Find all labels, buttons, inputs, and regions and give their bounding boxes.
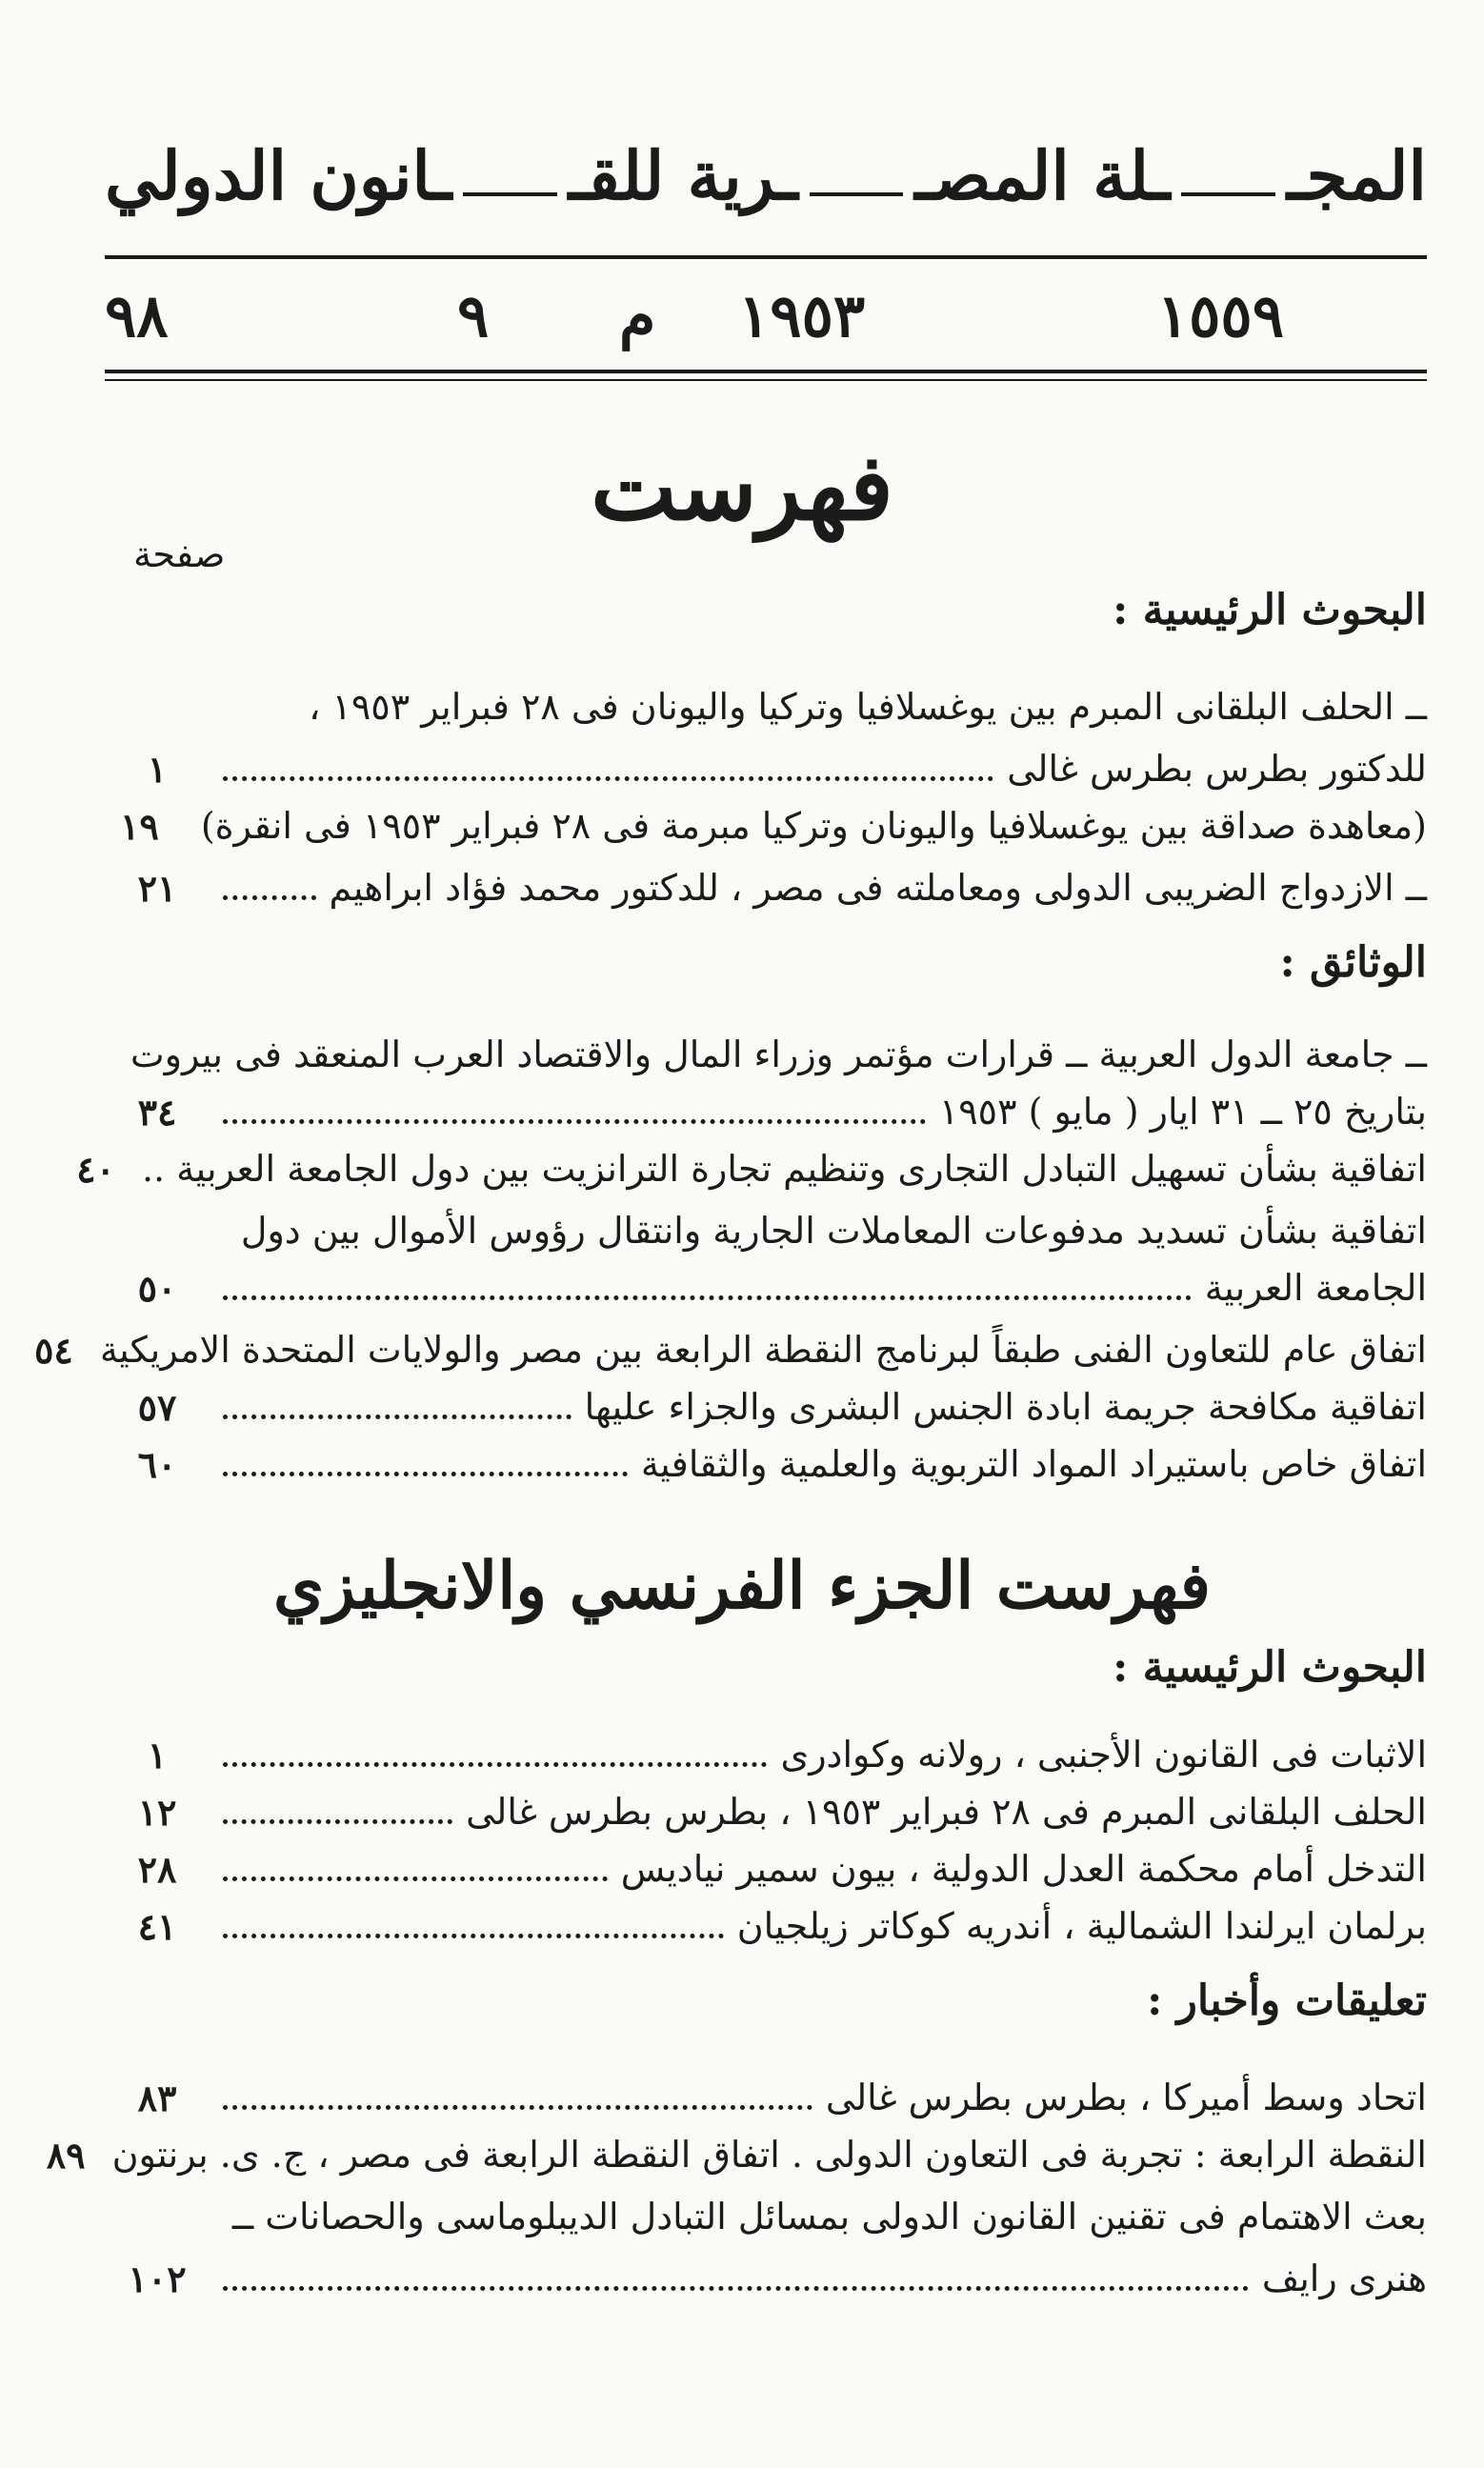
entry-title: بتاريخ ٢٥ ــ ٣١ ايار ( مايو ) ١٩٥٣ xyxy=(938,1091,1427,1134)
toc-entry xyxy=(105,2243,1427,2300)
section-heading-fr-en-research: البحوث الرئيسية : xyxy=(1113,1643,1427,1692)
dot-leader xyxy=(223,1812,452,1824)
entry-title: ــ الازدواج الضريبى الدولى ومعاملته فى مصر ، للدكتور محمد فؤاد ابراهيم xyxy=(329,867,1427,910)
entry-page: ٤١ xyxy=(137,1905,177,1949)
entry-title: للدكتور بطرس بطرس غالى xyxy=(1007,748,1427,791)
entry-page: ٥٠ xyxy=(137,1267,177,1311)
entry-title: ــ الحلف البلقانى المبرم بين يوغسلافيا وتركيا واليونان فى ٢٨ فبراير ١٩٥٣ ، xyxy=(309,686,1427,729)
dot-leader xyxy=(223,1869,608,1881)
dot-leader xyxy=(223,2278,1249,2291)
title-kashida-line xyxy=(810,192,904,196)
journal-title-part: ـلة المصـ xyxy=(914,136,1171,215)
catalog-number-right: ١٥٥٩ xyxy=(1156,281,1284,351)
toc-entry xyxy=(105,1253,1427,1310)
entry-page: ٢١ xyxy=(137,867,177,911)
entry-title: التدخل أمام محكمة العدل الدولية ، بيون سمير نياديس xyxy=(620,1848,1427,1891)
entry-title: ــ جامعة الدول العربية ــ قرارات مؤتمر وزراء المال والاقتصاد العرب المنعقد فى بيروت xyxy=(130,1033,1427,1076)
toc-entry xyxy=(105,2062,1427,2119)
section-heading-main-research: البحوث الرئيسية : xyxy=(1113,586,1427,634)
entry-title: اتفاقية بشأن تسديد مدفوعات المعاملات الجارية وانتقال رؤوس الأموال بين دول xyxy=(240,1210,1427,1253)
entry-title: اتحاد وسط أميركا ، بطرس بطرس غالى xyxy=(825,2077,1427,2119)
dot-leader xyxy=(223,1464,628,1476)
toc-entry xyxy=(33,1314,1427,1373)
toc-entry xyxy=(105,1019,1427,1076)
section-heading-comments: تعليقات وأخبار : xyxy=(1147,1976,1427,2025)
header-rule-bottom xyxy=(105,370,1427,381)
entry-page: ٦٠ xyxy=(137,1443,177,1487)
entry-page: ١٢ xyxy=(137,1791,177,1835)
entry-title: هنرى رايف xyxy=(1261,2257,1427,2300)
dot-leader xyxy=(223,769,993,781)
dot-leader xyxy=(223,2097,812,2110)
journal-title-part: ـانون الدولي xyxy=(105,136,452,215)
entry-title: برلمان ايرلندا الشمالية ، أندريه كوكاتر زيلجيان xyxy=(736,1905,1427,1948)
toc-entry xyxy=(105,1719,1427,1776)
title-kashida-line xyxy=(463,192,557,196)
toc-entry xyxy=(46,2119,1427,2177)
section-heading-documents: الوثائق : xyxy=(1279,938,1427,987)
toc-entry xyxy=(105,1195,1427,1253)
entry-title: اتفاق عام للتعاون الفنى طبقاً لبرنامج النقطة الرابعة بين مصر والولايات المتحدة الامريكية xyxy=(99,1329,1427,1372)
entry-page: ٢٨ xyxy=(137,1848,177,1892)
dot-leader xyxy=(223,888,316,900)
toc-entry xyxy=(105,791,1427,848)
entry-title: الجامعة العربية xyxy=(1204,1267,1427,1310)
entry-title: اتفاق خاص باستيراد المواد التربوية والعلمية والثقافية xyxy=(640,1443,1427,1486)
entry-page: ٥٤ xyxy=(33,1329,73,1373)
entry-title: الاثبات فى القانون الأجنبى ، رولانه وكوادرى xyxy=(780,1734,1427,1776)
toc-entry xyxy=(76,1134,1427,1192)
catalog-number-left: ٩٨ xyxy=(105,281,169,351)
entry-page: ٥٧ xyxy=(137,1386,177,1430)
entry-page: ١٩ xyxy=(119,805,159,849)
header-rule-top xyxy=(105,255,1427,259)
entry-page: ٣٤ xyxy=(137,1091,177,1134)
fr-en-index-title: فهرست الجزء الفرنسي والانجليزي xyxy=(272,1548,1212,1624)
entry-page: ٤٠ xyxy=(76,1148,115,1192)
entry-title: النقطة الرابعة : تجربة فى التعاون الدولى . اتفاق النقطة الرابعة فى مصر ، ج. ى. برنتون xyxy=(111,2134,1427,2177)
entry-title: اتفاقية بشأن تسهيل التبادل التجارى وتنظيم تجارة الترانزيت بين دول الجامعة العربية .. xyxy=(141,1148,1427,1191)
issue-number: ٩ xyxy=(457,281,490,351)
dot-leader xyxy=(223,1926,724,1938)
toc-entry xyxy=(105,2181,1427,2238)
page-column-label: صفحة xyxy=(133,533,226,575)
dot-leader xyxy=(223,712,295,719)
dot-leader xyxy=(223,1235,228,1243)
toc-entry xyxy=(105,733,1427,791)
issue-info-row xyxy=(105,281,1427,367)
journal-title-part: ـرية للقـ xyxy=(568,136,798,215)
entry-page: ١٠٢ xyxy=(128,2257,187,2301)
entry-title: بعث الاهتمام فى تقنين القانون الدولى بمسائل التبادل الديبلوماسى والحصانات ــ xyxy=(231,2196,1427,2238)
dot-leader xyxy=(223,1288,1192,1300)
entry-page: ١ xyxy=(147,748,168,792)
dot-leader xyxy=(223,1407,572,1419)
entry-page: ٨٩ xyxy=(46,2134,86,2177)
toc-entry xyxy=(105,1891,1427,1948)
entry-page: ١ xyxy=(147,1734,168,1777)
entry-page: ٨٣ xyxy=(137,2077,177,2120)
dot-leader xyxy=(223,1112,926,1124)
toc-entry xyxy=(105,672,1427,729)
journal-title xyxy=(105,136,1427,215)
page-title: فهرست xyxy=(591,433,893,541)
entry-title: اتفاقية مكافحة جريمة ابادة الجنس البشرى والجزاء عليها xyxy=(584,1386,1427,1429)
dot-leader xyxy=(223,1755,767,1767)
toc-entry xyxy=(105,1834,1427,1891)
toc-entry xyxy=(105,1429,1427,1486)
toc-entry xyxy=(105,853,1427,910)
toc-entry xyxy=(105,1776,1427,1834)
toc-entry xyxy=(105,1076,1427,1134)
entry-title: الحلف البلقانى المبرم فى ٢٨ فبراير ١٩٥٣ ، بطرس بطرس غالى xyxy=(466,1791,1427,1834)
journal-title-part: المجـ xyxy=(1287,136,1427,215)
issue-year: ١٩٥٣ xyxy=(738,281,866,351)
entry-title: (معاهدة صداقة بين يوغسلافيا واليونان وتركيا مبرمة فى ٢٨ فبراير ١٩٥٣ فى انقرة) xyxy=(200,805,1427,848)
title-kashida-line xyxy=(1181,192,1275,196)
toc-entry xyxy=(105,1372,1427,1429)
year-marker: م xyxy=(619,281,656,351)
